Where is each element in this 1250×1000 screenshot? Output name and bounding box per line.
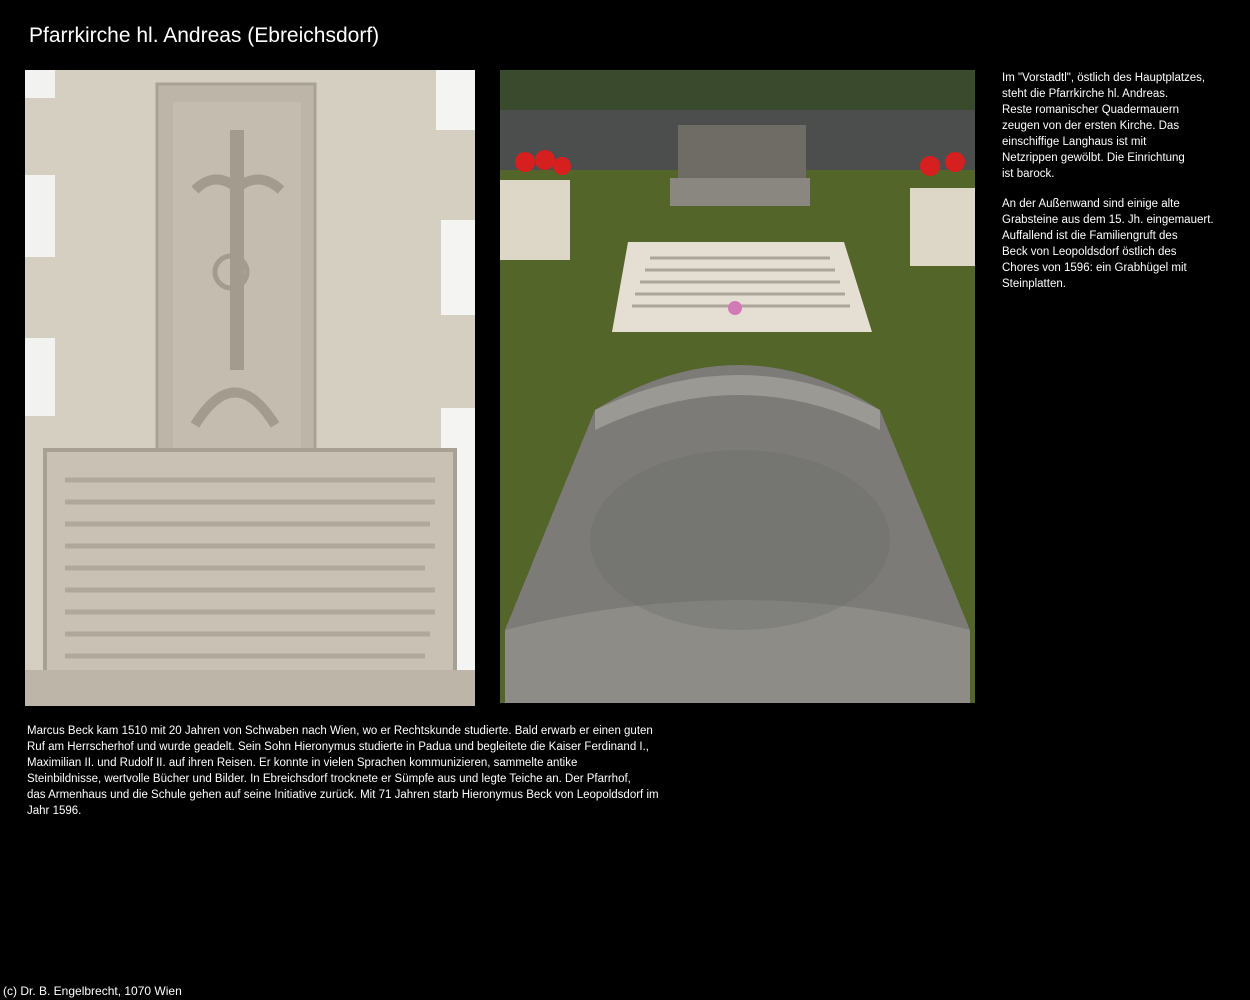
side-description [1002,70,1242,306]
tombstone-wall-image [25,70,475,706]
side-paragraph-church: Im "Vorstadtl", östlich des Hauptplatzes, steht die Pfarrkirche hl. Andreas. Reste romanischer Quadermauern zeugen von der ersten Kirche. Das einschiffige Langhaus ist mit Netzrippen gewölbt. Die Einrichtung ist barock. [1002,72,1206,180]
history-text: Marcus Beck kam 1510 mit 20 Jahren von Schwaben nach Wien, wo er Rechtskunde studierte. Bald erwarb er einen guten Ruf am Herrscherhof und wurde geadelt. Sein Sohn Hieronymus studierte in Padua und begleitete die Kaiser Ferdinand I., Maximilian II. und Rudolf II. auf ihren Reisen. Er konnte in vielen Sprachen kommunizieren, sammelte antike Steinbildnisse, wertvolle Bücher und Bilder. In Ebreichsdorf trocknete er Sümpfe aus und legte Teiche an. Der Pfarrhof, das Armenhaus und die Schule gehen auf seine Initiative zurück. Mit 71 Jahren starb Hieronymus Beck von Leopoldsdorf im Jahr 1596. [27,725,659,817]
page-title: Pfarrkirche hl. Andreas (Ebreichsdorf) [29,24,380,47]
photo-tombstone-wall [25,70,475,706]
side-paragraph-crypt: An der Außenwand sind einige alte Grabsteine aus dem 15. Jh. eingemauert. Auffallend ist die Familiengruft des Beck von Leopoldsdorf östlich des Chores von 1596: ein Grabhügel mit Steinplatten. [1002,198,1214,290]
photo-family-crypt [500,70,975,703]
copyright-footer: (c) Dr. B. Engelbrecht, 1070 Wien [3,984,182,998]
family-crypt-image [500,70,975,703]
